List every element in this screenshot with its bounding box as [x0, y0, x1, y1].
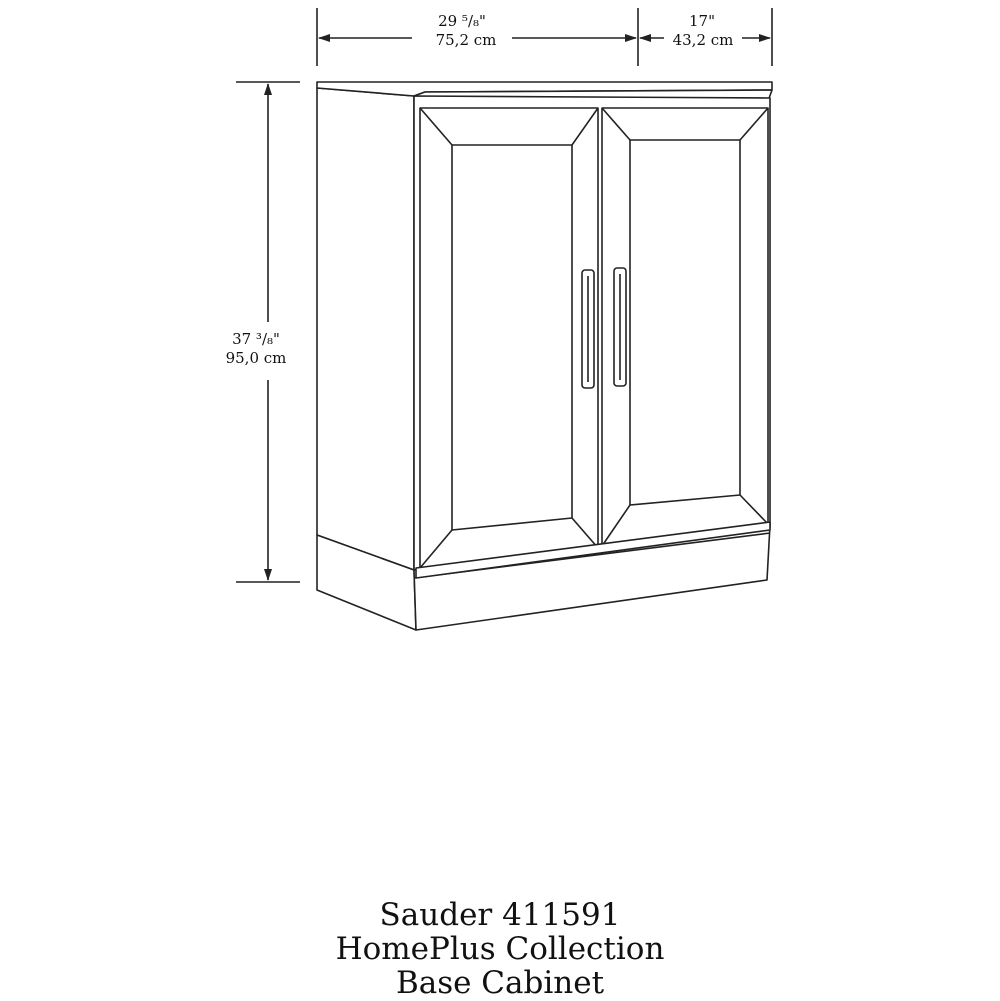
caption-product-type: Base Cabinet	[395, 965, 605, 1001]
right-door[interactable]	[602, 108, 768, 546]
width-inches-label: 29 ⁵/₈"	[438, 12, 486, 30]
right-door-panel	[630, 140, 740, 505]
height-inches-label: 37 ³/₈"	[232, 330, 280, 348]
caption-model: Sauder 411591	[379, 897, 621, 933]
left-door-panel	[452, 145, 572, 530]
width-cm-label: 75,2 cm	[435, 31, 497, 49]
cabinet-side-panel	[317, 88, 414, 570]
depth-cm-label: 43,2 cm	[672, 31, 734, 49]
cabinet	[317, 82, 772, 630]
height-cm-label: 95,0 cm	[225, 349, 287, 367]
product-caption	[0, 898, 1000, 1000]
left-door[interactable]	[420, 108, 598, 568]
caption-collection: HomePlus Collection	[335, 931, 665, 967]
depth-inches-label: 17"	[689, 12, 715, 30]
